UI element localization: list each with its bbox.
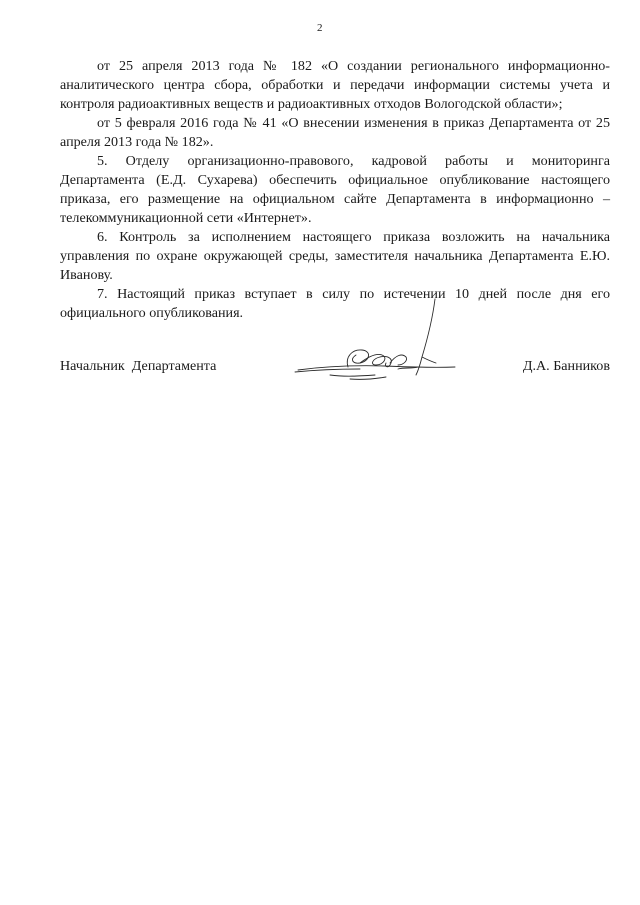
paragraph-item-7: 7. Настоящий приказ вступает в силу по истечении 10 дней после дня его официального опубликования. xyxy=(60,286,610,321)
paragraph-order-182: от 25 апреля 2013 года № 182 «О создании регионального информационно-аналитического центра сбора, обработки и передачи информации системы учета и контроля радиоактивных веществ и радиоактивных отходов Вологодской области»; xyxy=(60,58,610,112)
paragraph-order-41: от 5 февраля 2016 года № 41 «О внесении изменения в приказ Департамента от 25 апреля 2013 года № 182». xyxy=(60,115,610,150)
document-body xyxy=(60,57,610,323)
page-number: 2 xyxy=(317,22,323,34)
paragraph-item-5: 5. Отделу организационно-правового, кадровой работы и мониторинга Департамента (Е.Д. Сухарева) обеспечить официальное опубликование настоящего приказа, его размещение на официальном сайте Департамента в информационно – телекоммуникационной сети «Интернет». xyxy=(60,153,610,226)
signature-row xyxy=(60,357,610,381)
paragraph-item-6: 6. Контроль за исполнением настоящего приказа возложить на начальника управления по охране окружающей среды, заместителя начальника Департамента Е.Ю. Иванову. xyxy=(60,229,610,283)
signatory-name: Д.А. Банников xyxy=(522,358,610,374)
signatory-title: Начальник Департамента xyxy=(60,358,217,374)
